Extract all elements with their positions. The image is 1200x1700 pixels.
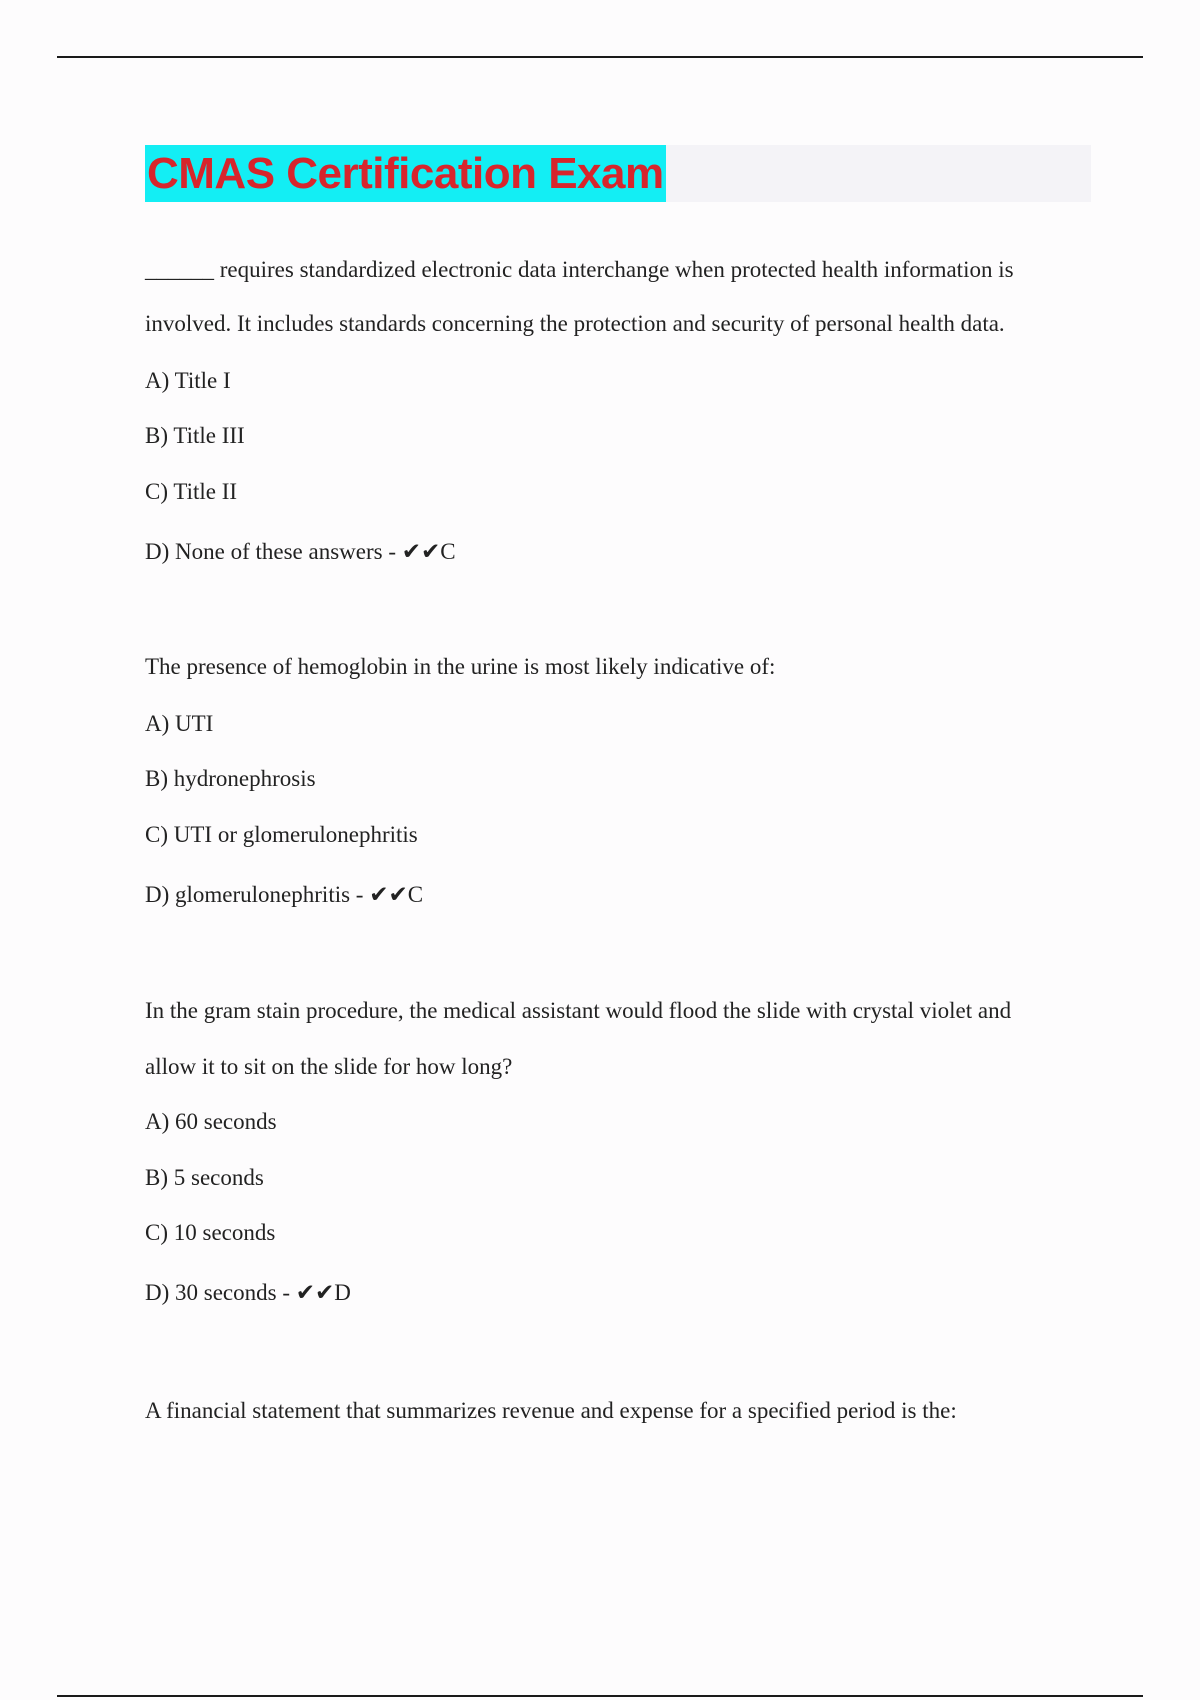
question-1-stem-line-2: involved. It includes standards concerning the protection and security of personal health data.	[145, 311, 1005, 336]
question-1-option-b: B) Title III	[145, 423, 245, 448]
question-3-option-b: B) 5 seconds	[145, 1165, 264, 1190]
question-1-option-a: A) Title I	[145, 368, 231, 393]
question-3-option-a: A) 60 seconds	[145, 1109, 277, 1134]
question-4-stem-line-1: A financial statement that summarizes revenue and expense for a specified period is the:	[145, 1398, 957, 1423]
question-3-option-c: C) 10 seconds	[145, 1220, 276, 1245]
question-2-stem-line-1: The presence of hemoglobin in the urine is most likely indicative of:	[145, 654, 776, 679]
question-3-stem-line-1: In the gram stain procedure, the medical assistant would flood the slide with crystal violet and	[145, 998, 1012, 1023]
question-1-option-d-answer: D) None of these answers - ✔✔C	[145, 539, 456, 564]
question-2-option-c: C) UTI or glomerulonephritis	[145, 822, 418, 847]
question-3-option-d-answer: D) 30 seconds - ✔✔D	[145, 1280, 351, 1305]
question-1-stem-line-1: ______ requires standardized electronic data interchange when protected health information is	[145, 257, 1014, 282]
question-3-stem-line-2: allow it to sit on the slide for how long?	[145, 1054, 513, 1079]
question-2-option-d-answer: D) glomerulonephritis - ✔✔C	[145, 882, 424, 907]
question-1-option-c: C) Title II	[145, 479, 238, 504]
question-2-option-a: A) UTI	[145, 711, 214, 736]
footer-rule	[57, 1695, 1143, 1697]
question-2-option-b: B) hydronephrosis	[145, 766, 316, 791]
header-rule	[57, 56, 1143, 58]
document-title: CMAS Certification Exam	[145, 145, 666, 202]
